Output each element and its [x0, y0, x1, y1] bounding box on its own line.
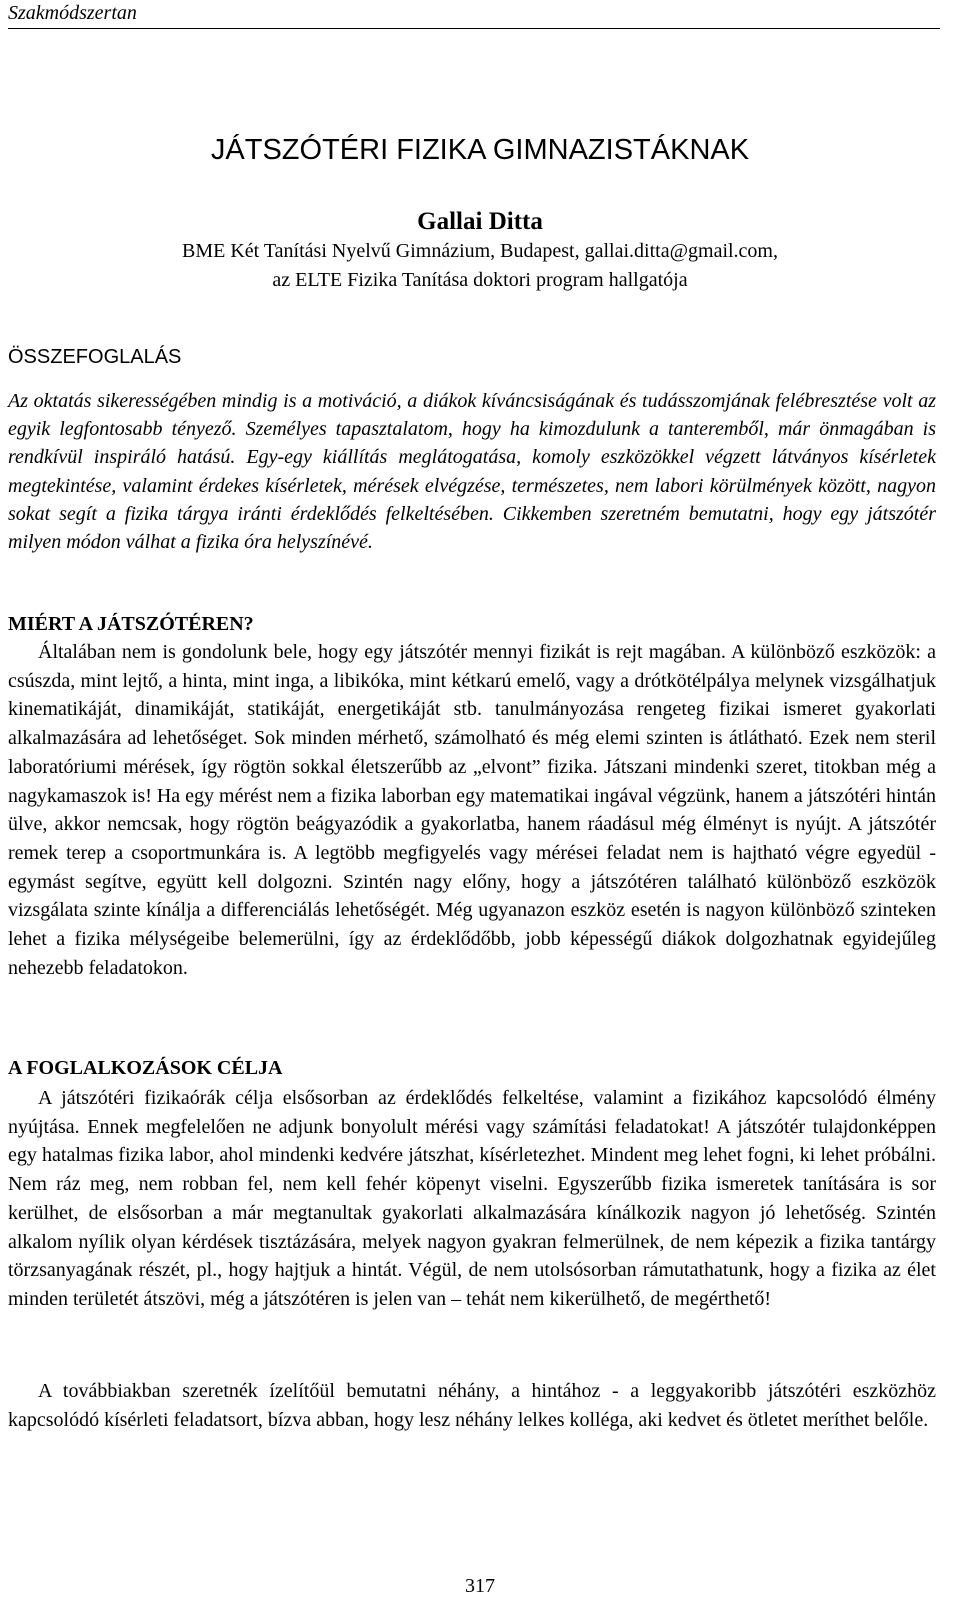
header-rule	[8, 0, 940, 29]
affiliation-line-2: az ELTE Fizika Tanítása doktori program hallgatója	[272, 269, 688, 291]
author-name: Gallai Ditta	[417, 208, 543, 235]
section-text-why-playground: Általában nem is gondolunk bele, hogy egy játszótér mennyi fizikát is rejt magában. A különböző eszközök: a csúszda, mint lejtő, a hinta, mint inga, a libikóka, mint kétkarú emelő, vagy a drótkötélpálya melynek vizsgálhatjuk kinematikáját, dinamikáját, statikáját, energetikáját stb. tanulmányozása rengeteg fizikai ismeret gyakorlati alkalmazására ad lehetőséget. Sok minden mérhető, számolható és még elemi szinten is átlátható. Ezek nem steril laboratóriumi mérések, így rögtön sokkal életszerűbb az „elvont” fizika. Játszani mindenki szeret, titokban még a nagykamaszok is! Ha egy mérést nem a fizika laborban egy matematikai ingával végzünk, hanem a játszótéri hintán ülve, akkor nemcsak, hogy rögtön beágyazódik a gyakorlatba, hanem ráadásul még élményt is nyújt. A játszótér remek terep a csoportmunkára is. A legtöbb megfigyelés vagy mérései feladat nem is hajtható végre egyedül - egymást segítve, együtt kell dolgozni. Szintén nagy előny, hogy a játszótéren található különböző eszközök vizsgálata szinte kínálja a differenciálás lehetőségét. Még ugyanazon eszköz esetén is nagyon különböző szinteken lehet a fizika mélységeibe belemerülni, így az érdeklődőbb, jobb képességű diákok dolgozhatnak egyidejűleg nehezebb feladatokon.	[8, 641, 936, 979]
section-heading-why-playground: MIÉRT A JÁTSZÓTÉREN?	[8, 613, 254, 635]
affiliation-line-1: BME Két Tanítási Nyelvű Gimnázium, Budapest, gallai.ditta@gmail.com,	[182, 240, 778, 262]
abstract-text: Az oktatás sikerességében mindig is a motiváció, a diákok kíváncsiságának és tudásszomjának felébresztése volt az egyik legfontosabb tényező. Személyes tapasztalatom, hogy ha kimozdulunk a tanteremből, már önmagában is rendkívül inspiráló hatású. Egy-egy kiállítás meglátogatása, komoly eszközökkel végzett látványos kísérletek megtekintése, valamint érdekes kísérletek, mérések elvégzése, természetes, nem labori körülmények között, nagyon sokat segít a fizika tárgya iránti érdeklődés felkeltésében. Cikkemben szeretném bemutatni, hogy egy játszótér milyen módon válhat a fizika óra helyszínévé.	[8, 390, 936, 554]
section-heading-goals: A FOGLALKOZÁSOK CÉLJA	[8, 1057, 283, 1079]
abstract-heading: ÖSSZEFOGLALÁS	[8, 346, 182, 368]
page-number: 317	[465, 1575, 495, 1597]
section-text-goals-2: A továbbiakban szeretnék ízelítőül bemutatni néhány, a hintához - a leggyakoribb játszótéri eszközhöz kapcsolódó kísérleti feladatsort, bízva abban, hogy lesz néhány lelkes kolléga, aki kedvet és ötletet meríthet belőle.	[8, 1380, 936, 1431]
running-head: Szakmódszertan	[8, 2, 137, 24]
paper-title: JÁTSZÓTÉRI FIZIKA GIMNAZISTÁKNAK	[210, 134, 750, 166]
section-text-goals-1: A játszótéri fizikaórák célja elsősorban az érdeklődés felkeltése, valamint a fizikához kapcsolódó élmény nyújtása. Ennek megfelelően ne adjunk bonyolult mérési vagy számítási feladatokat! A játszótér tulajdonképpen egy hatalmas fizika labor, ahol mindenki kedvére játszhat, kísérletezhet. Mindent meg lehet fogni, ki lehet próbálni. Nem ráz meg, nem robban fel, nem kell fehér köpenyt viselni. Egyszerűbb fizika ismeretek tanítására is sor kerülhet, de elsősorban a már megtanultak gyakorlati alkalmazására kínálkozik nagyon jó lehetőség. Szintén alkalom nyílik olyan kérdések tisztázására, melyek nagyon gyakran felmerülnek, de nem képezik a fizika tantárgy törzsanyagának részét, pl., hogy hajtjuk a hintát. Végül, de nem utolsósorban rámutathatunk, hogy a fizika az élet minden területét átszövi, még a játszótéren is jelen van – tehát nem kikerülhető, de megérthető!	[8, 1087, 936, 1310]
